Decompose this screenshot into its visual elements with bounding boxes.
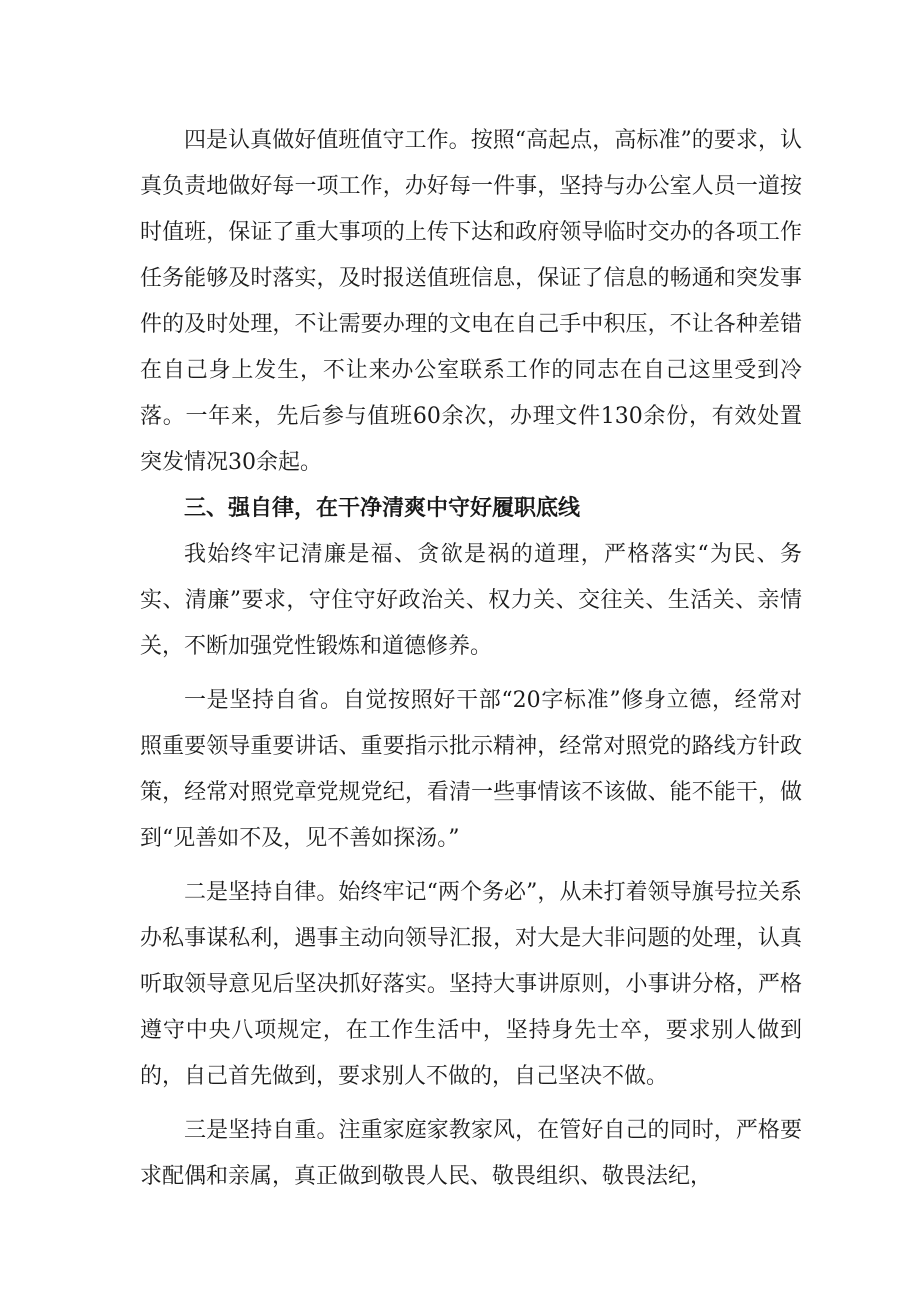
paragraph-duty-work: 四是认真做好值班值守工作。按照“高起点，高标准”的要求，认真负责地做好每一项工作，办好每一件事，坚持与办公室人员一道按时值班，保证了重大事项的上传下达和政府领导临时交办的各项工作任务能够及时落实，及时报送值班信息，保证了信息的畅通和突发事件的及时处理，不让需要办理的文电在自己手中积压，不让各种差错在自己身上发生，不让来办公室联系工作的同志在自己这里受到冷落。一年来，先后参与值班60余次，办理文件130余份，有效处置突发情况30余起。 (140, 128, 802, 475)
paragraph-integrity-intro: 我始终牢记清廉是福、贪欲是祸的道理，严格落实“为民、务实、清廉”要求，守住守好政治关、权力关、交往关、生活关、亲情关，不断加强党性锻炼和道德修养。 (140, 542, 802, 659)
paragraph-self-respect: 三是坚持自重。注重家庭家教家风，在管好自己的同时，严格要求配偶和亲属，真正做到敬畏人民、敬畏组织、敬畏法纪， (140, 1118, 802, 1189)
paragraph-spacer (140, 670, 802, 678)
paragraph-spacer (140, 862, 802, 870)
paragraph-self-reflection: 一是坚持自省。自觉按照好干部“20字标准”修身立德，经常对照重要领导重要讲话、重要指示批示精神，经常对照党的路线方针政策，经常对照党章党规党纪，看清一些事情该不该做、能不能干，做到“见善如不及，见不善如探汤。” (140, 688, 802, 851)
document-body (140, 118, 802, 1200)
section-heading-3: 三、强自律，在干净清爽中守好履职底线 (184, 496, 581, 521)
paragraph-self-discipline: 二是坚持自律。始终牢记“两个务必”，从未打着领导旗号拉关系办私事谋私利，遇事主动向领导汇报，对大是大非问题的处理，认真听取领导意见后坚决抓好落实。坚持大事讲原则，小事讲分格，严格遵守中央八项规定，在工作生活中，坚持身先士卒，要求别人做到的，自己首先做到，要求别人不做的，自己坚决不做。 (140, 880, 802, 1089)
paragraph-spacer (140, 1100, 802, 1108)
